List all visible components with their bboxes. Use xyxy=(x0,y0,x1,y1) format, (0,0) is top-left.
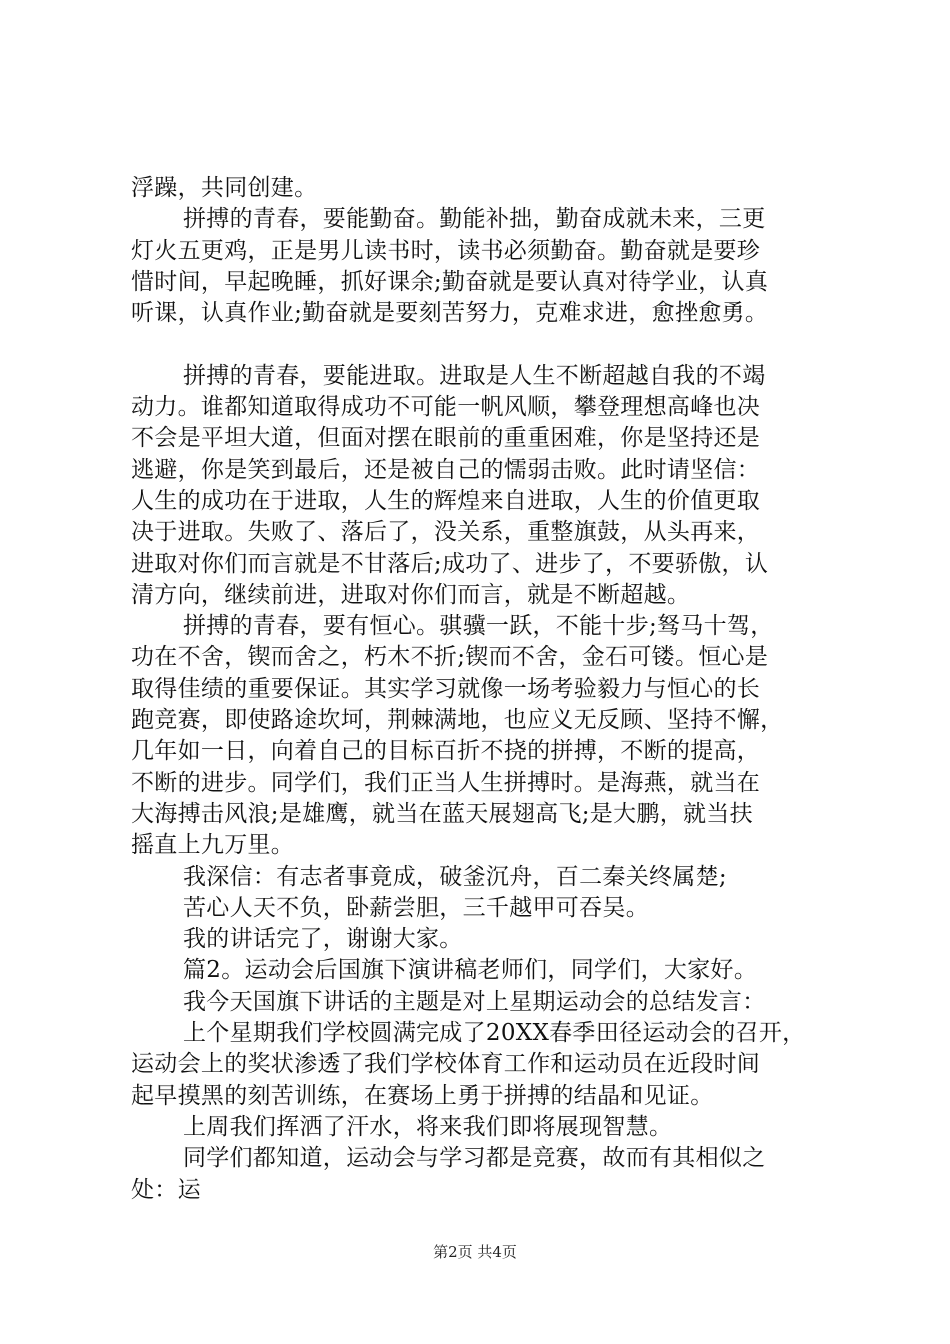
text-line: 跑竞赛，即使路途坎坷，荆棘满地，也应义无反顾、坚持不懈， xyxy=(131,707,784,734)
text-line: 灯火五更鸡，正是男儿读书时，读书必须勤奋。勤奋就是要珍 xyxy=(131,237,761,264)
text-line: 我深信：有志者事竟成，破釜沉舟，百二秦关终属楚; xyxy=(183,863,727,890)
text-line: 进取对你们而言就是不甘落后;成功了、进步了，不要骄傲，认 xyxy=(131,550,769,577)
document-body xyxy=(131,173,851,1206)
text-line: 运动会上的奖状渗透了我们学校体育工作和运动员在近段时间 xyxy=(131,1051,761,1078)
text-line: 不断的进步。同学们，我们正当人生拼搏时。是海燕，就当在 xyxy=(131,769,761,796)
paragraph-gap xyxy=(131,329,851,360)
text-line: 几年如一日，向着自己的目标百折不挠的拼搏，不断的提高， xyxy=(131,738,761,765)
text-line: 清方向，继续前进，进取对你们而言，就是不断超越。 xyxy=(131,581,691,608)
text-line: 处：运 xyxy=(131,1176,201,1203)
text-line: 动力。谁都知道取得成功不可能一帆风顺，攀登理想高峰也决 xyxy=(131,394,761,421)
text-line: 上个星期我们学校圆满完成了20XX春季田径运动会的召开， xyxy=(183,1020,806,1047)
text-line: 逃避，你是笑到最后，还是被自己的懦弱击败。此时请坚信： xyxy=(131,456,761,483)
text-line: 取得佳绩的重要保证。其实学习就像一场考验毅力与恒心的长 xyxy=(131,675,761,702)
text-line: 大海搏击风浪;是雄鹰，就当在蓝天展翅高飞;是大鹏，就当扶 xyxy=(131,800,753,827)
text-line: 拼搏的青春，要能勤奋。勤能补拙，勤奋成就未来，三更 xyxy=(183,206,766,233)
text-line: 不会是平坦大道，但面对摆在眼前的重重困难，你是坚持还是 xyxy=(131,425,761,452)
text-line: 听课，认真作业;勤奋就是要刻苦努力，克难求进，愈挫愈勇。 xyxy=(131,300,769,327)
text-line: 功在不舍，锲而舍之，朽木不折;锲而不舍，金石可镂。恒心是 xyxy=(131,644,769,671)
page-footer: 第2页 共4页 xyxy=(433,1243,517,1261)
text-line: 上周我们挥洒了汗水，将来我们即将展现智慧。 xyxy=(183,1113,673,1140)
text-line: 起早摸黑的刻苦训练，在赛场上勇于拼搏的结晶和见证。 xyxy=(131,1082,714,1109)
text-line: 惜时间，早起晚睡，抓好课余;勤奋就是要认真对待学业，认真 xyxy=(131,268,769,295)
text-line: 决于进取。失败了、落后了，没关系，重整旗鼓，从头再来， xyxy=(131,519,761,546)
text-line: 拼搏的青春，要能进取。进取是人生不断超越自我的不竭 xyxy=(183,362,766,389)
text-line: 我的讲话完了，谢谢大家。 xyxy=(183,926,463,953)
text-line: 篇2。运动会后国旗下演讲稿老师们，同学们，大家好。 xyxy=(183,957,758,984)
text-line: 浮躁，共同创建。 xyxy=(131,175,318,201)
text-line: 拼搏的青春，要有恒心。骐骥一跃，不能十步;驽马十驾， xyxy=(183,613,774,640)
text-line: 我今天国旗下讲话的主题是对上星期运动会的总结发言： xyxy=(183,988,766,1015)
text-line: 摇直上九万里。 xyxy=(131,832,295,859)
text-line: 苦心人天不负，卧薪尝胆，三千越甲可吞吴。 xyxy=(183,894,649,921)
text-line: 同学们都知道，运动会与学习都是竞赛，故而有其相似之 xyxy=(183,1145,766,1172)
text-line: 人生的成功在于进取，人生的辉煌来自进取，人生的价值更取 xyxy=(131,487,761,514)
